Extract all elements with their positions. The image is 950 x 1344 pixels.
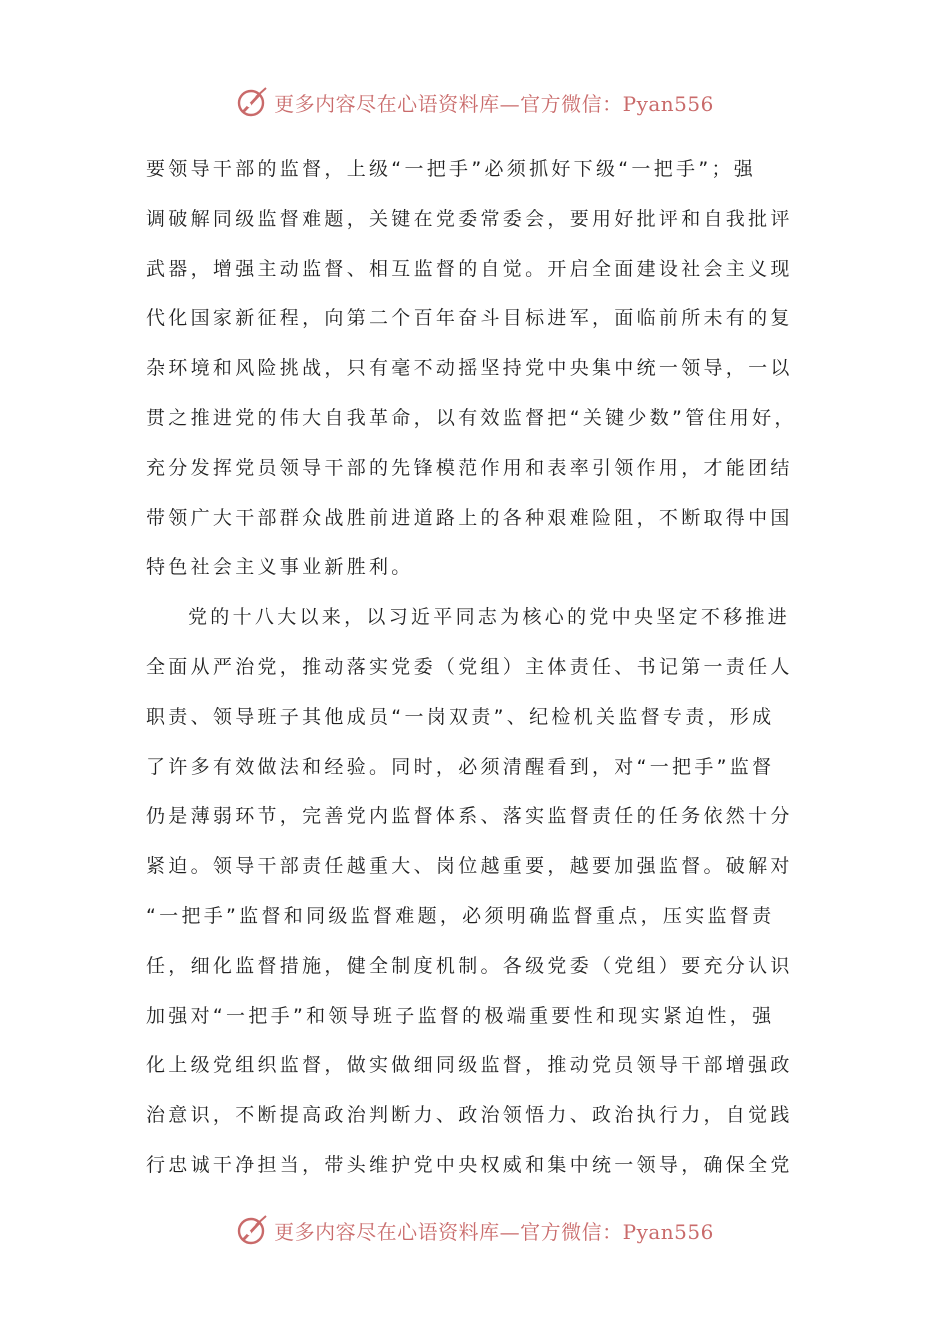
text-line: 贯之推进党的伟大自我革命，以有效监督把“关键少数”管住用好， [146, 406, 797, 429]
document-body [146, 145, 826, 1191]
text-line: “一把手”监督和同级监督难题，必须明确监督重点，压实监督责 [146, 904, 775, 927]
text-line: 党的十八大以来，以习近平同志为核心的党中央坚定不移推进 [188, 606, 791, 629]
text-line: 了许多有效做法和经验。同时，必须清醒看到，对“一把手”监督 [146, 755, 775, 778]
quill-pen-logo-icon [236, 85, 270, 119]
text-line: 武器，增强主动监督、相互监督的自觉。开启全面建设社会主义现 [146, 257, 793, 280]
quill-pen-logo-icon [236, 1213, 270, 1247]
text-line: 仍是薄弱环节，完善党内监督体系、落实监督责任的任务依然十分 [146, 805, 793, 828]
text-line: 充分发挥党员领导干部的先锋模范作用和表率引领作用，才能团结 [146, 456, 793, 479]
text-line: 治意识，不断提高政治判断力、政治领悟力、政治执行力，自觉践 [146, 1104, 793, 1127]
text-line: 特色社会主义事业新胜利。 [146, 556, 414, 579]
text-line: 加强对“一把手”和领导班子监督的极端重要性和现实紧迫性，强 [146, 1004, 775, 1027]
text-line: 行忠诚干净担当，带头维护党中央权威和集中统一领导，确保全党 [146, 1153, 793, 1176]
header-watermark [0, 82, 950, 122]
text-line: 调破解同级监督难题，关键在党委常委会，要用好批评和自我批评 [146, 207, 793, 230]
text-line: 化上级党组织监督，做实做细同级监督，推动党员领导干部增强政 [146, 1054, 793, 1077]
watermark-text: 更多内容尽在心语资料库—官方微信：Pyan556 [274, 1219, 714, 1244]
text-line: 任，细化监督措施，健全制度机制。各级党委（党组）要充分认识 [146, 954, 793, 977]
text-line: 职责、领导班子其他成员“一岗双责”、纪检机关监督专责，形成 [146, 705, 775, 728]
text-line: 带领广大干部群众战胜前进道路上的各种艰难险阻，不断取得中国 [146, 506, 793, 529]
text-line: 要领导干部的监督，上级“一把手”必须抓好下级“一把手”；强 [146, 158, 757, 180]
watermark-text: 更多内容尽在心语资料库—官方微信：Pyan556 [274, 91, 714, 116]
footer-watermark [0, 1210, 950, 1250]
text-line: 杂环境和风险挑战，只有毫不动摇坚持党中央集中统一领导，一以 [146, 357, 793, 380]
text-line: 代化国家新征程，向第二个百年奋斗目标进军，面临前所未有的复 [146, 307, 793, 330]
text-line: 紧迫。领导干部责任越重大、岗位越重要，越要加强监督。破解对 [146, 855, 793, 878]
text-line: 全面从严治党，推动落实党委（党组）主体责任、书记第一责任人 [146, 655, 793, 678]
